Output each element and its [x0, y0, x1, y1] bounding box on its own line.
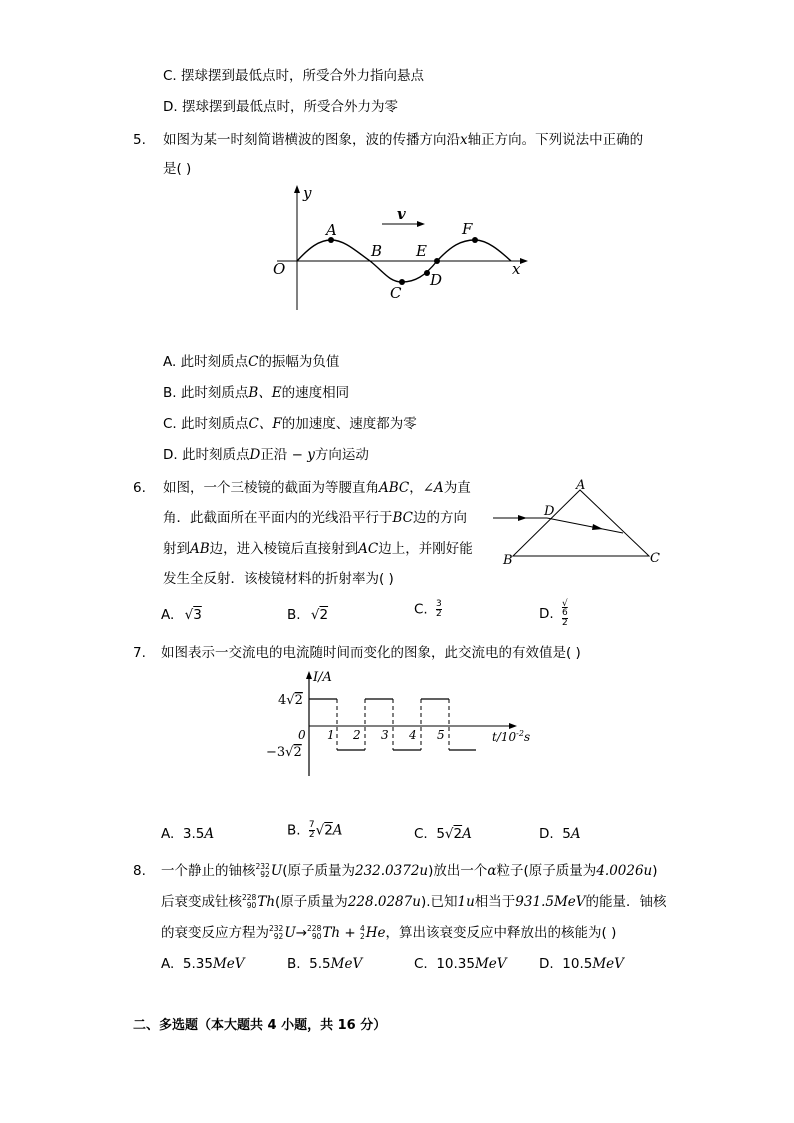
- q7-pos-value: 4√2: [278, 693, 303, 708]
- q7-transition-lines: [337, 699, 449, 750]
- q6-label-c: C: [650, 551, 660, 566]
- q8-stem-line2: 后衰变成钍核 228 90 Th(原子质量为228.0287u).已知1u相当于931.5MeV的能量．铀核: [161, 893, 667, 910]
- q6-option-b: B. √2: [287, 607, 329, 623]
- q7-tick-5: 5: [437, 728, 445, 742]
- q7-tick-3: 3: [381, 728, 389, 742]
- q7-option-b: B. $\frac{7}{2}$ √2A: [287, 820, 343, 840]
- q5-option-b: B. 此时刻质点B、E的速度相同: [163, 385, 350, 401]
- q7-tick-0: 0: [298, 728, 306, 742]
- q5-velocity-label: v: [397, 205, 406, 223]
- q7-stem: 如图表示一交流电的电流随时间而变化的图象，此交流电的有效值是( ): [161, 645, 581, 661]
- q8-option-a: A. 5.35MeV: [161, 956, 245, 972]
- q8-stem-line1: 一个静止的铀核 232 92 U(原子质量为232.0372u)放出一个α粒子(原子质量为4.0026u): [161, 862, 658, 879]
- q5-wave-figure: [265, 182, 535, 317]
- q6-prism-figure: [485, 478, 665, 570]
- q8-option-d: D. 10.5MeV: [539, 956, 624, 972]
- q5-label-b: B: [371, 242, 383, 260]
- q7-option-d: D. 5A: [539, 826, 581, 842]
- q5-label-c: C: [390, 284, 402, 302]
- q5-option-d: D. 此时刻质点D正沿 − y方向运动: [163, 447, 369, 463]
- q7-tick-1: 1: [327, 728, 335, 742]
- q5-origin-label: O: [273, 260, 286, 278]
- q8-stem-line3: 的衰变反应方程为 232 92 U→ 228 90 Th + 4 2 He，算出该衰变反应中释放出的核能为( ): [161, 924, 617, 941]
- q5-point-f: [472, 237, 478, 243]
- q6-option-c: C. $\frac{3}{2}$: [414, 599, 442, 619]
- q7-i-arrow: [306, 671, 312, 679]
- q6-label-a: A: [576, 478, 586, 493]
- q6-refracted-arrow: [592, 524, 603, 530]
- q5-option-a: A. 此时刻质点C的振幅为负值: [163, 354, 340, 370]
- q7-number: 7.: [133, 645, 146, 661]
- section-2-title: 二、多选题（本大题共 4 小题，共 16 分）: [133, 1018, 387, 1033]
- q4-option-d: D. 摆球摆到最低点时，所受合外力为零: [163, 99, 398, 115]
- q7-option-c: C. 5√2A: [414, 826, 472, 842]
- q8-number: 8.: [133, 863, 146, 879]
- q6-option-d: D. √ 6 2: [539, 599, 568, 628]
- q6-stem-line4: 发生全反射．该棱镜材料的折射率为( ): [163, 571, 394, 587]
- q5-stem-line1: 如图为某一时刻简谐横波的图象，波的传播方向沿x轴正方向。下列说法中正确的: [163, 132, 644, 148]
- q6-stem-line3: 射到AB边，进入棱镜后直接射到AC边上，并刚好能: [163, 541, 473, 557]
- q6-stem-line2: 角．此截面所在平面内的光线沿平行于BC边的方向: [163, 510, 468, 526]
- q6-triangle: [513, 490, 649, 556]
- q6-option-a: A. √3: [161, 607, 202, 623]
- q6-label-d: D: [544, 504, 555, 519]
- q7-t-label: $t/10^{-2}s$: [492, 729, 531, 744]
- q5-stem-line2: 是( ): [163, 161, 192, 177]
- q7-tick-4: 4: [409, 728, 417, 742]
- q5-label-a: A: [326, 221, 337, 239]
- q7-neg-value: −3√2: [266, 745, 302, 760]
- q5-y-arrow: [294, 185, 300, 193]
- q5-option-c: C. 此时刻质点C、F的加速度、速度都为零: [163, 416, 417, 432]
- q5-y-label: y: [303, 184, 312, 202]
- q4-option-c: C. 摆球摆到最低点时，所受合外力指向悬点: [163, 68, 425, 84]
- q6-label-b: B: [503, 553, 513, 568]
- q6-incident-arrow: [518, 515, 527, 521]
- q5-x-label: x: [512, 260, 521, 278]
- q5-number: 5.: [133, 132, 146, 148]
- q8-option-b: B. 5.5MeV: [287, 956, 363, 972]
- q6-number: 6.: [133, 480, 146, 496]
- q6-stem-line1: 如图，一个三棱镜的截面为等腰直角ABC，∠A为直: [163, 480, 471, 496]
- q5-x-arrow: [520, 258, 528, 264]
- q5-label-d: D: [430, 271, 443, 289]
- q5-velocity-arrowhead: [417, 221, 425, 227]
- q7-option-a: A. 3.5A: [161, 826, 215, 842]
- q5-label-e: E: [416, 242, 427, 260]
- q7-i-label: I/A: [313, 670, 332, 685]
- q5-point-e: [434, 258, 440, 264]
- q5-label-f: F: [462, 220, 473, 238]
- q7-current-figure: [262, 668, 537, 780]
- q8-option-c: C. 10.35MeV: [414, 956, 507, 972]
- q7-tick-2: 2: [353, 728, 361, 742]
